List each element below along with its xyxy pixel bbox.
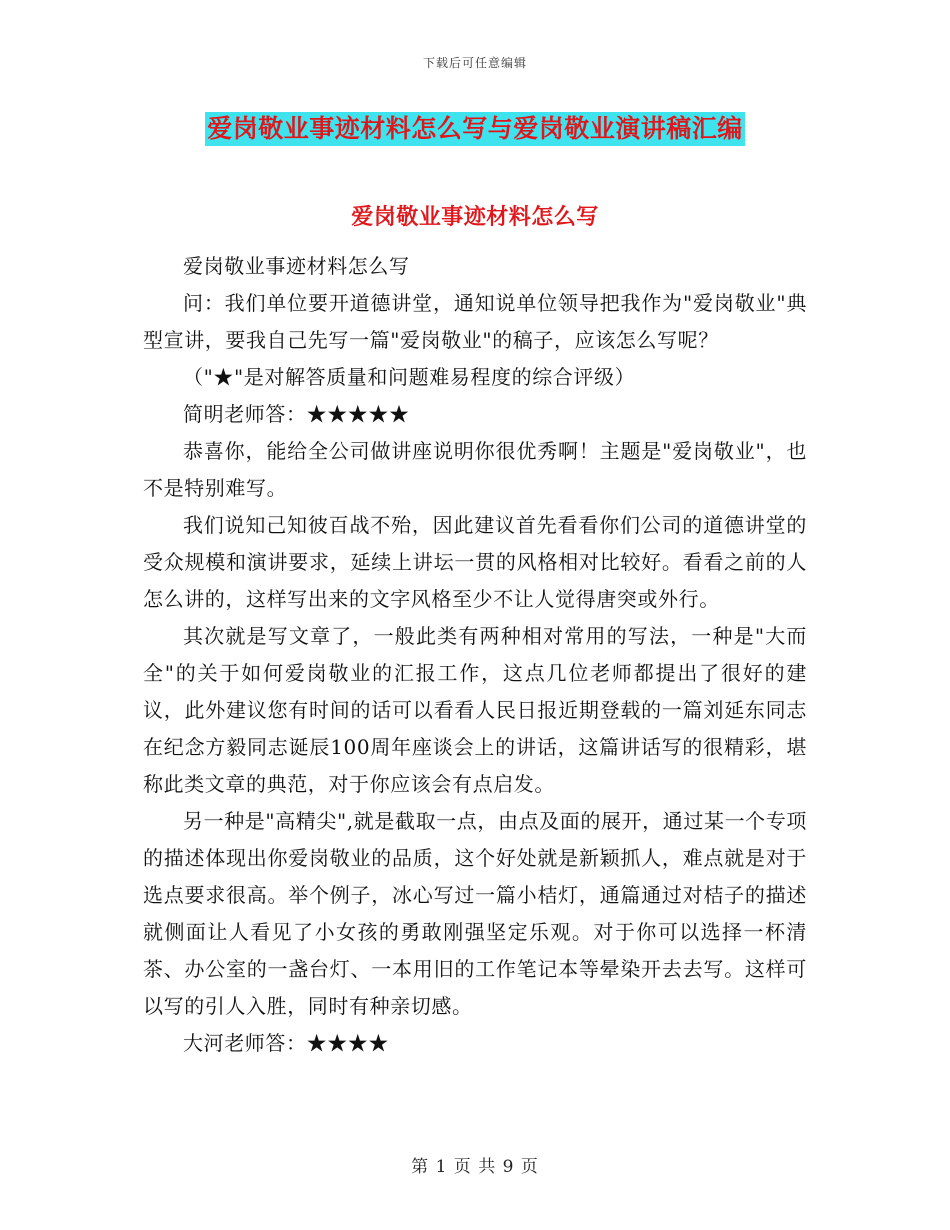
paragraph: 其次就是写文章了，一般此类有两种相对常用的写法，一种是"大而全"的关于如何爱岗敬业的汇报工作，这点几位老师都提出了很好的建议，此外建议您有时间的话可以看看人民日报近期登载的一篇刘延东同志在纪念方毅同志诞辰100周年座谈会上的讲话，这篇讲话写的很精彩，堪称此类文章的典范，对于你应该会有点启发。 [143, 624, 807, 796]
paragraph: 另一种是"高精尖",就是截取一点，由点及面的展开，通过某一个专项的描述体现出你爱岗敬业的品质，这个好处就是新颖抓人，难点就是对于选点要求很高。举个例子，冰心写过一篇小桔灯，通篇通过对桔子的描述就侧面让人看见了小女孩的勇敢刚强坚定乐观。对于你可以选择一杯清茶、办公室的一盏台灯、一本用旧的工作笔记本等晕染开去去写。这样可以写的引人入胜，同时有种亲切感。 [143, 809, 807, 1018]
paragraph: 问：我们单位要开道德讲堂，通知说单位领导把我作为"爱岗敬业"典型宣讲，要我自己先写一篇"爱岗敬业"的稿子，应该怎么写呢？ [143, 291, 807, 352]
main-title-container [0, 112, 950, 146]
paragraph: 大河老师答：★★★★ [183, 1031, 389, 1055]
paragraph: 恭喜你，能给全公司做讲座说明你很优秀啊！主题是"爱岗敬业"，也不是特别难写。 [143, 439, 807, 500]
paragraph: 爱岗敬业事迹材料怎么写 [183, 254, 410, 278]
header-note: 下载后可任意编辑 [422, 56, 527, 70]
paragraph: 我们说知己知彼百战不殆，因此建议首先看看你们公司的道德讲堂的受众规模和演讲要求，延续上讲坛一贯的风格相对比较好。看看之前的人怎么讲的，这样写出来的文字风格至少不让人觉得唐突或外行。 [143, 513, 807, 611]
page-number-footer: 第 1 页 共 9 页 [411, 1157, 539, 1177]
paragraph: 简明老师答：★★★★★ [183, 402, 410, 426]
document-body [143, 248, 807, 1062]
main-title: 爱岗敬业事迹材料怎么写与爱岗敬业演讲稿汇编 [205, 112, 745, 146]
paragraph: （"★"是对解答质量和问题难易程度的综合评级） [183, 365, 636, 389]
section-title: 爱岗敬业事迹材料怎么写 [351, 204, 599, 230]
